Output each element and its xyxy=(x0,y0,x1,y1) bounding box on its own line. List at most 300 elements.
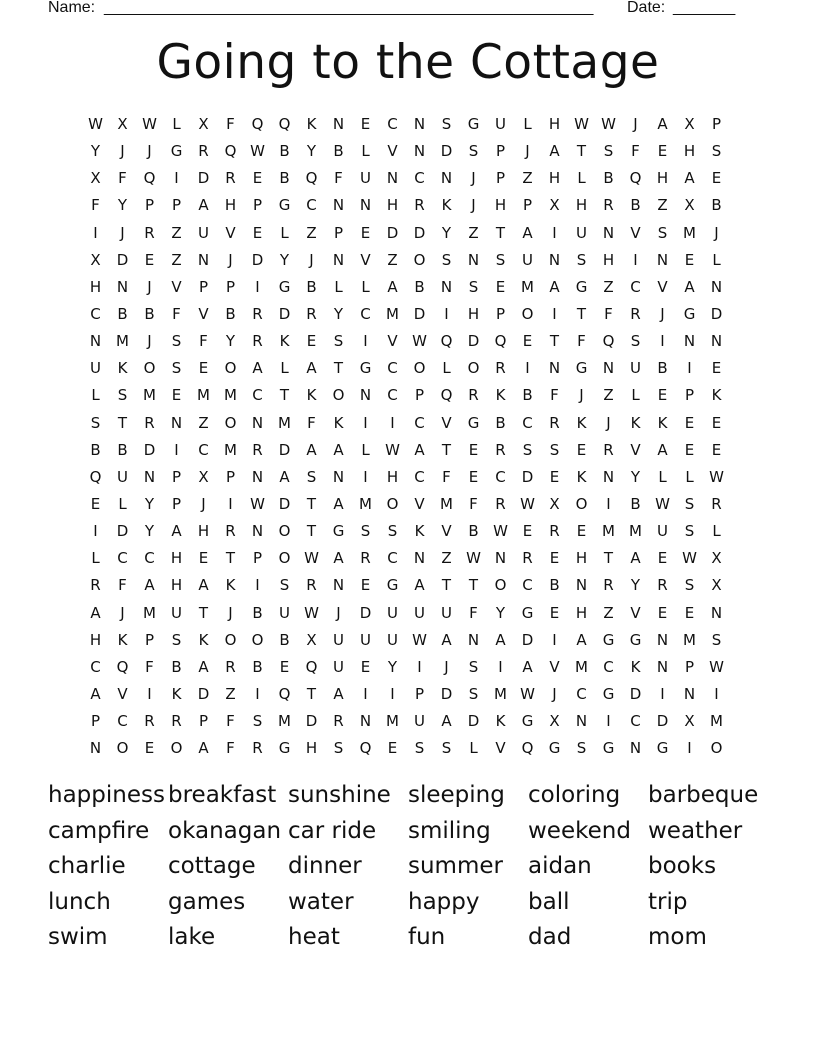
grid-letter: B xyxy=(117,304,128,323)
grid-letter: A xyxy=(198,657,209,676)
grid-letter: R xyxy=(225,169,236,188)
grid-letter: N xyxy=(440,169,453,188)
grid-letter: O xyxy=(386,494,399,513)
grid-letter: K xyxy=(225,576,236,595)
grid-letter: U xyxy=(630,359,641,378)
grid-letter: M xyxy=(224,386,237,405)
grid-letter: B xyxy=(333,142,344,161)
grid-letter: N xyxy=(656,657,669,676)
grid-letter: J xyxy=(201,494,206,513)
grid-letter: N xyxy=(683,332,696,351)
grid-letter: H xyxy=(386,467,399,486)
grid-letter: A xyxy=(306,440,317,459)
word-list-item: ball xyxy=(528,888,570,915)
grid-letter: T xyxy=(576,304,587,323)
grid-letter: T xyxy=(306,522,317,541)
grid-letter: L xyxy=(361,440,370,459)
grid-letter: B xyxy=(306,277,317,296)
grid-letter: A xyxy=(387,277,398,296)
grid-letter: W xyxy=(493,522,508,541)
grid-letter: M xyxy=(602,522,615,541)
grid-letter: A xyxy=(279,467,290,486)
grid-letter: Z xyxy=(603,603,614,622)
grid-letter: P xyxy=(414,386,425,405)
grid-letter: X xyxy=(549,196,560,215)
grid-letter: X xyxy=(711,549,722,568)
grid-letter: Y xyxy=(495,603,506,622)
grid-letter: E xyxy=(468,440,479,459)
word-list-item: summer xyxy=(408,853,503,879)
grid-letter: S xyxy=(90,413,101,432)
grid-letter: L xyxy=(685,467,694,486)
grid-row xyxy=(82,410,730,437)
grid-letter: T xyxy=(576,142,587,161)
grid-letter: C xyxy=(603,657,614,676)
grid-letter: G xyxy=(602,739,615,758)
grid-letter: B xyxy=(657,359,668,378)
word-list-item: campfire xyxy=(48,817,150,844)
grid-letter: G xyxy=(170,142,183,161)
grid-letter: C xyxy=(117,549,128,568)
grid-letter: E xyxy=(306,332,317,351)
grid-letter: D xyxy=(116,522,129,541)
grid-letter: C xyxy=(495,467,506,486)
grid-letter: J xyxy=(552,684,557,703)
grid-letter: F xyxy=(631,142,640,161)
grid-letter: Z xyxy=(171,223,182,242)
grid-letter: A xyxy=(252,359,263,378)
grid-letter: N xyxy=(386,169,399,188)
grid-letter: N xyxy=(197,250,210,269)
grid-letter: H xyxy=(170,576,183,595)
grid-letter: U xyxy=(576,223,587,242)
grid-letter: G xyxy=(332,522,345,541)
grid-letter: E xyxy=(549,549,560,568)
grid-letter: F xyxy=(145,657,154,676)
grid-letter: N xyxy=(251,522,264,541)
grid-letter: A xyxy=(549,277,560,296)
grid-letter: B xyxy=(468,522,479,541)
grid-letter: N xyxy=(359,386,372,405)
grid-letter: O xyxy=(170,739,183,758)
grid-letter: J xyxy=(714,223,719,242)
name-field-line[interactable]: _______________________________________________________ xyxy=(104,0,594,16)
grid-letter: V xyxy=(171,277,182,296)
word-list-item: sunshine xyxy=(288,782,391,808)
grid-letter: N xyxy=(332,196,345,215)
grid-letter: L xyxy=(712,250,721,269)
grid-letter: I xyxy=(525,359,530,378)
grid-letter: S xyxy=(657,223,668,242)
grid-letter: H xyxy=(575,603,588,622)
grid-letter: Q xyxy=(89,467,102,486)
grid-letter: Z xyxy=(441,549,452,568)
grid-letter: S xyxy=(684,522,695,541)
grid-letter: A xyxy=(441,712,452,731)
grid-letter: S xyxy=(306,467,317,486)
grid-letter: Q xyxy=(629,169,642,188)
grid-letter: M xyxy=(386,712,399,731)
grid-letter: A xyxy=(414,576,425,595)
grid-letter: L xyxy=(712,522,721,541)
grid-letter: E xyxy=(468,467,479,486)
grid-letter: W xyxy=(574,115,589,133)
grid-letter: U xyxy=(333,630,344,649)
grid-letter: L xyxy=(172,115,181,133)
grid-letter: V xyxy=(630,440,641,459)
grid-letter: S xyxy=(333,332,344,351)
grid-letter: N xyxy=(683,684,696,703)
word-list-item: barbeque xyxy=(648,782,759,808)
grid-letter: H xyxy=(575,549,588,568)
grid-letter: J xyxy=(606,413,611,432)
grid-letter: Q xyxy=(440,386,453,405)
grid-letter: K xyxy=(576,413,587,432)
grid-letter: V xyxy=(117,684,128,703)
grid-letter: O xyxy=(494,576,507,595)
grid-letter: Y xyxy=(144,494,155,513)
grid-letter: A xyxy=(684,277,695,296)
grid-letter: S xyxy=(603,142,614,161)
grid-letter: V xyxy=(549,657,560,676)
grid-letter: T xyxy=(279,386,290,405)
grid-letter: P xyxy=(144,196,155,215)
letter-grid xyxy=(82,111,730,762)
grid-letter: N xyxy=(170,413,183,432)
word-list-row xyxy=(48,849,768,885)
word-list-row xyxy=(48,778,768,814)
grid-letter: C xyxy=(387,386,398,405)
grid-letter: P xyxy=(495,169,506,188)
grid-letter: I xyxy=(498,657,503,676)
grid-letter: T xyxy=(225,549,236,568)
grid-letter: S xyxy=(684,494,695,513)
grid-letter: A xyxy=(90,603,101,622)
grid-letter: Q xyxy=(305,169,318,188)
grid-letter: S xyxy=(576,739,587,758)
grid-letter: T xyxy=(603,549,614,568)
grid-letter: Y xyxy=(144,522,155,541)
grid-letter: Z xyxy=(198,413,209,432)
grid-letter: Z xyxy=(171,250,182,269)
grid-letter: C xyxy=(144,549,155,568)
grid-letter: O xyxy=(521,304,534,323)
grid-letter: C xyxy=(306,196,317,215)
grid-letter: L xyxy=(280,359,289,378)
grid-letter: D xyxy=(413,223,426,242)
grid-letter: E xyxy=(522,332,533,351)
grid-letter: W xyxy=(682,549,697,568)
grid-letter: J xyxy=(120,603,125,622)
grid-row xyxy=(82,735,730,762)
grid-letter: U xyxy=(387,603,398,622)
grid-letter: I xyxy=(660,684,665,703)
word-list-item: weekend xyxy=(528,817,631,844)
grid-letter: D xyxy=(278,304,291,323)
grid-letter: V xyxy=(387,142,398,161)
grid-letter: G xyxy=(467,413,480,432)
grid-letter: R xyxy=(198,142,209,161)
grid-letter: K xyxy=(576,467,587,486)
grid-letter: P xyxy=(225,467,236,486)
grid-letter: V xyxy=(657,277,668,296)
grid-letter: S xyxy=(468,142,479,161)
grid-letter: S xyxy=(468,657,479,676)
grid-letter: J xyxy=(147,332,152,351)
grid-letter: M xyxy=(521,277,534,296)
grid-letter: N xyxy=(116,277,129,296)
grid-letter: N xyxy=(602,223,615,242)
word-list-item: mom xyxy=(648,924,707,950)
grid-letter: N xyxy=(656,630,669,649)
grid-letter: N xyxy=(143,467,156,486)
grid-letter: W xyxy=(142,115,157,133)
grid-letter: W xyxy=(250,494,265,513)
grid-letter: F xyxy=(172,304,181,323)
grid-letter: G xyxy=(548,739,561,758)
grid-letter: I xyxy=(606,494,611,513)
grid-letter: D xyxy=(197,684,210,703)
word-list-item: books xyxy=(648,853,717,879)
grid-letter: D xyxy=(413,304,426,323)
grid-letter: W xyxy=(412,630,427,649)
grid-letter: E xyxy=(387,739,398,758)
grid-letter: A xyxy=(657,115,668,133)
grid-letter: F xyxy=(442,467,451,486)
grid-letter: B xyxy=(117,440,128,459)
grid-letter: U xyxy=(171,603,182,622)
grid-letter: A xyxy=(522,657,533,676)
grid-letter: J xyxy=(228,250,233,269)
word-list-item: dinner xyxy=(288,853,362,879)
grid-letter: L xyxy=(334,277,343,296)
grid-letter: E xyxy=(684,603,695,622)
grid-letter: Q xyxy=(494,332,507,351)
grid-letter: W xyxy=(655,494,670,513)
grid-letter: C xyxy=(117,712,128,731)
grid-letter: C xyxy=(90,657,101,676)
grid-letter: G xyxy=(278,277,291,296)
grid-row xyxy=(82,545,730,572)
grid-letter: F xyxy=(604,304,613,323)
grid-letter: S xyxy=(171,332,182,351)
grid-letter: R xyxy=(225,522,236,541)
grid-letter: E xyxy=(360,115,371,133)
grid-letter: H xyxy=(89,630,102,649)
grid-row xyxy=(82,274,730,301)
grid-letter: A xyxy=(333,494,344,513)
word-list-item: happiness xyxy=(48,782,165,808)
grid-row xyxy=(82,355,730,382)
grid-letter: S xyxy=(252,712,263,731)
grid-letter: A xyxy=(333,440,344,459)
grid-letter: N xyxy=(710,277,723,296)
grid-letter: N xyxy=(89,739,102,758)
grid-letter: C xyxy=(252,386,263,405)
grid-letter: A xyxy=(198,576,209,595)
word-list-row xyxy=(48,885,768,921)
date-field-line[interactable]: _______ xyxy=(673,0,736,16)
grid-row xyxy=(82,627,730,654)
grid-letter: J xyxy=(336,603,341,622)
grid-letter: M xyxy=(116,332,129,351)
grid-letter: H xyxy=(683,142,696,161)
grid-letter: R xyxy=(468,386,479,405)
grid-letter: L xyxy=(118,494,127,513)
grid-letter: I xyxy=(363,467,368,486)
grid-letter: P xyxy=(171,196,182,215)
grid-letter: C xyxy=(522,413,533,432)
grid-letter: K xyxy=(117,630,128,649)
grid-letter: C xyxy=(414,169,425,188)
grid-letter: P xyxy=(252,196,263,215)
grid-letter: F xyxy=(118,169,127,188)
grid-letter: F xyxy=(577,332,586,351)
grid-letter: X xyxy=(90,169,101,188)
grid-letter: E xyxy=(549,603,560,622)
grid-letter: A xyxy=(549,142,560,161)
grid-letter: W xyxy=(709,467,724,486)
grid-letter: W xyxy=(385,440,400,459)
grid-letter: O xyxy=(143,359,156,378)
grid-letter: E xyxy=(198,549,209,568)
grid-letter: O xyxy=(224,359,237,378)
grid-letter: E xyxy=(576,522,587,541)
grid-letter: N xyxy=(413,549,426,568)
grid-letter: C xyxy=(198,440,209,459)
grid-row xyxy=(82,464,730,491)
grid-letter: M xyxy=(494,684,507,703)
grid-letter: R xyxy=(144,413,155,432)
grid-letter: C xyxy=(630,277,641,296)
grid-letter: K xyxy=(630,657,641,676)
grid-letter: C xyxy=(522,576,533,595)
grid-letter: M xyxy=(278,712,291,731)
grid-letter: B xyxy=(549,576,560,595)
grid-letter: E xyxy=(198,359,209,378)
word-list-item: aidan xyxy=(528,853,592,879)
grid-letter: B xyxy=(711,196,722,215)
grid-letter: R xyxy=(252,332,263,351)
grid-letter: H xyxy=(305,739,318,758)
grid-letter: U xyxy=(333,657,344,676)
grid-letter: T xyxy=(306,494,317,513)
grid-letter: A xyxy=(333,684,344,703)
grid-letter: C xyxy=(387,549,398,568)
grid-letter: B xyxy=(630,196,641,215)
grid-letter: I xyxy=(390,413,395,432)
word-list-item: cottage xyxy=(168,853,256,879)
grid-letter: H xyxy=(170,549,183,568)
grid-row xyxy=(82,437,730,464)
grid-row xyxy=(82,220,730,247)
grid-letter: A xyxy=(684,169,695,188)
grid-letter: W xyxy=(412,332,427,351)
grid-letter: D xyxy=(116,250,129,269)
grid-row xyxy=(82,600,730,627)
grid-letter: K xyxy=(711,386,722,405)
grid-letter: N xyxy=(251,413,264,432)
grid-letter: S xyxy=(468,684,479,703)
grid-letter: D xyxy=(278,440,291,459)
grid-letter: U xyxy=(90,359,101,378)
grid-letter: Q xyxy=(278,684,291,703)
grid-letter: N xyxy=(548,359,561,378)
grid-letter: J xyxy=(147,142,152,161)
grid-letter: K xyxy=(117,359,128,378)
grid-letter: E xyxy=(657,549,668,568)
grid-letter: I xyxy=(633,250,638,269)
grid-row xyxy=(82,192,730,219)
grid-letter: X xyxy=(684,712,695,731)
grid-letter: J xyxy=(660,304,665,323)
grid-letter: J xyxy=(120,142,125,161)
grid-letter: H xyxy=(575,196,588,215)
grid-letter: K xyxy=(306,386,317,405)
grid-letter: R xyxy=(603,196,614,215)
grid-letter: F xyxy=(226,115,235,133)
grid-letter: M xyxy=(197,386,210,405)
word-list-row xyxy=(48,814,768,850)
grid-letter: N xyxy=(359,196,372,215)
grid-letter: C xyxy=(630,712,641,731)
grid-letter: Z xyxy=(387,250,398,269)
grid-letter: G xyxy=(386,576,399,595)
grid-letter: P xyxy=(495,304,506,323)
grid-letter: B xyxy=(252,603,263,622)
grid-letter: O xyxy=(413,359,426,378)
grid-letter: K xyxy=(333,413,344,432)
grid-letter: Q xyxy=(305,657,318,676)
grid-letter: A xyxy=(333,549,344,568)
grid-letter: K xyxy=(171,684,182,703)
grid-letter: J xyxy=(633,115,638,133)
grid-letter: U xyxy=(117,467,128,486)
grid-letter: F xyxy=(91,196,100,215)
grid-letter: W xyxy=(304,549,319,568)
grid-letter: K xyxy=(306,115,317,133)
grid-letter: G xyxy=(602,684,615,703)
grid-letter: T xyxy=(495,223,506,242)
grid-letter: E xyxy=(144,250,155,269)
grid-letter: L xyxy=(523,115,532,133)
grid-letter: B xyxy=(144,304,155,323)
grid-letter: Q xyxy=(116,657,129,676)
grid-letter: W xyxy=(601,115,616,133)
grid-letter: K xyxy=(495,712,506,731)
grid-letter: O xyxy=(575,494,588,513)
grid-letter: U xyxy=(522,250,533,269)
grid-letter: N xyxy=(602,359,615,378)
grid-letter: P xyxy=(171,467,182,486)
grid-letter: M xyxy=(440,494,453,513)
grid-letter: S xyxy=(549,440,560,459)
grid-letter: I xyxy=(552,630,557,649)
grid-letter: P xyxy=(495,142,506,161)
grid-letter: C xyxy=(360,304,371,323)
grid-letter: S xyxy=(171,359,182,378)
grid-letter: Q xyxy=(521,739,534,758)
grid-letter: Q xyxy=(224,142,237,161)
grid-letter: Y xyxy=(387,657,398,676)
grid-letter: N xyxy=(332,115,345,133)
grid-letter: K xyxy=(279,332,290,351)
grid-letter: U xyxy=(657,522,668,541)
grid-letter: K xyxy=(414,522,425,541)
grid-letter: R xyxy=(144,223,155,242)
grid-letter: M xyxy=(683,223,696,242)
grid-letter: I xyxy=(687,359,692,378)
